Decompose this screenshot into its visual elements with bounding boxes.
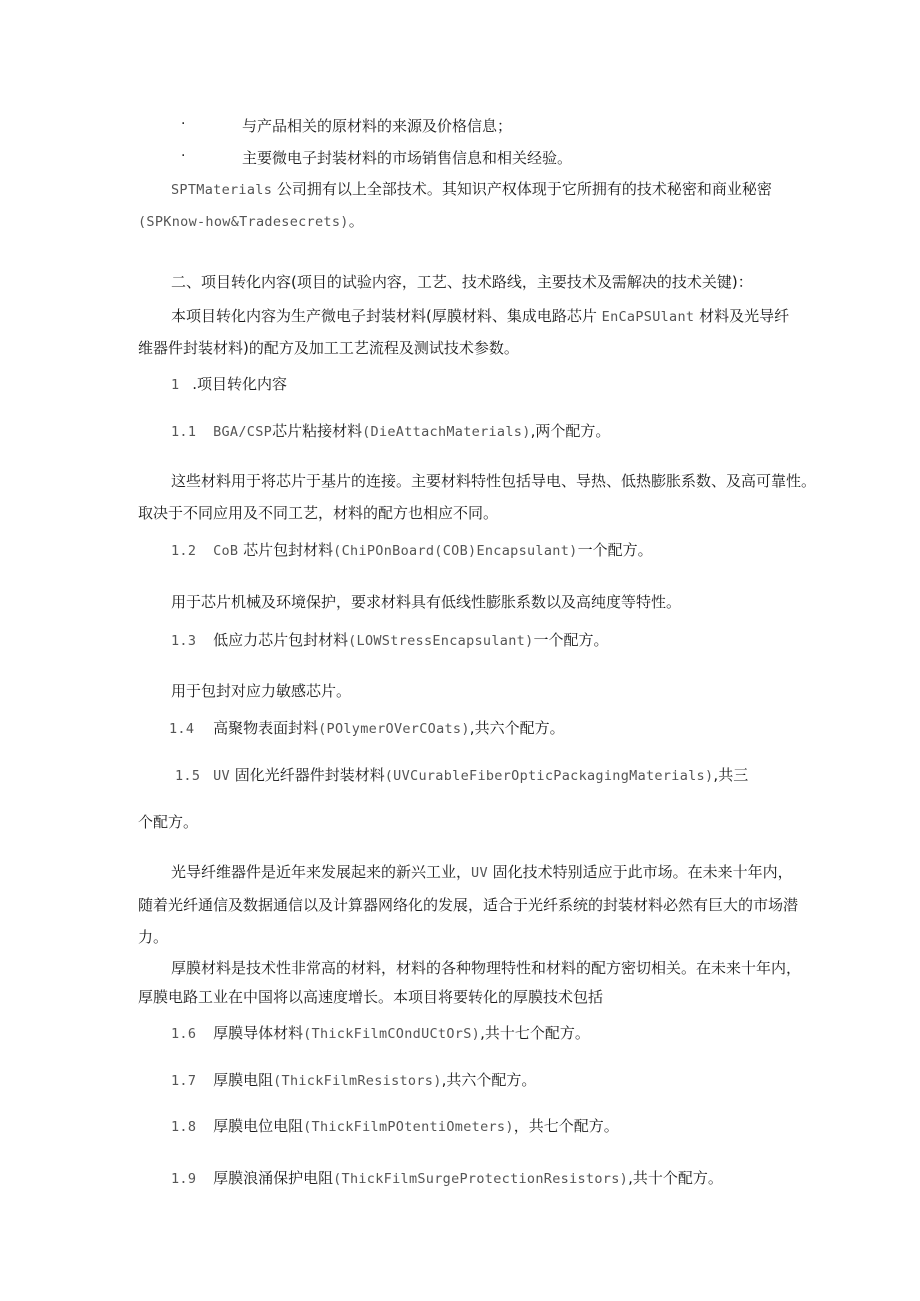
item-title: 低应力芯片包封材料 (213, 631, 349, 649)
item-english: (ThickFilmPOtentiOmeters) (303, 1119, 514, 1135)
para-1-5-line-1 (171, 862, 793, 883)
bullet-item: 与产品相关的原材料的来源及价格信息； (242, 117, 513, 135)
para-text: 固化技术特别适应于此市场。在未来十年内， (492, 863, 793, 881)
company-name: SPTMaterials (171, 182, 273, 198)
item-mono: BGA/CSP (213, 424, 273, 440)
item-1-9 (171, 1168, 723, 1189)
item-number: 1.5 (175, 768, 201, 784)
item-tail: ,共六个配方。 (469, 719, 565, 737)
item-1-1 (171, 421, 610, 442)
item-number: 1.4 (169, 721, 195, 737)
section-heading: 二、项目转化内容(项目的试验内容，工艺、技术路线，主要技术及需解决的技术关键)： (171, 273, 753, 291)
intro-line-2 (138, 211, 364, 232)
item-tail: ,共六个配方。 (441, 1071, 537, 1089)
section-para-line-2: 维器件封装材料)的配方及加工工艺流程及测试技术参数。 (138, 339, 519, 357)
item-tail: ,共十个配方。 (628, 1169, 723, 1187)
item-number: 1.9 (171, 1171, 197, 1187)
subsection-title: .项目转化内容 (192, 375, 287, 393)
item-english: (LOWStressEncapsulant) (348, 633, 534, 649)
item-1-4 (169, 718, 565, 739)
intro-mono: (SPKnow-how&Tradesecrets) (138, 214, 349, 230)
item-number: 1.2 (171, 543, 197, 559)
para-1-6-line-1: 厚膜材料是技术性非常高的材料，材料的各种物理特性和材料的配方密切相关。在未来十年内， (171, 959, 802, 977)
item-number: 1.3 (171, 633, 197, 649)
intro-text: 公司拥有以上全部技术。其知识产权体现于它所拥有的技术秘密和商业秘密 (276, 180, 772, 198)
para-text: 本项目转化内容为生产微电子封装材料(厚膜材料、集成电路芯片 (171, 307, 597, 325)
subsection-number: 1 (171, 377, 180, 393)
item-title: 芯片包封材料 (243, 541, 334, 559)
item-title: 芯片粘接材料 (272, 422, 363, 440)
item-1-3 (171, 630, 609, 651)
para-1-6-line-2: 厚膜电路工业在中国将以高速度增长。本项目将要转化的厚膜技术包括 (138, 988, 604, 1006)
para-1-3: 用于包封对应力敏感芯片。 (171, 682, 352, 700)
para-text: 光导纤维器件是近年来发展起来的新兴工业， (171, 863, 472, 881)
item-number: 1.7 (171, 1073, 197, 1089)
section-para-line-1 (171, 306, 789, 327)
item-english: (DieAttachMaterials) (362, 424, 531, 440)
para-text: 材料及光导纤 (699, 307, 790, 325)
bullet-item: 主要微电子封装材料的市场销售信息和相关经验。 (242, 149, 573, 167)
item-title: 厚膜浪涌保护电阻 (213, 1169, 334, 1187)
item-1-5 (175, 765, 748, 786)
item-english: (POlymerOVerCOats) (318, 721, 470, 737)
item-english: (ChiPOnBoard(COB)Encapsulant) (333, 543, 578, 559)
item-english: (ThickFilmCOndUCtOrS) (303, 1026, 481, 1042)
bullet-icon: · (181, 148, 186, 164)
item-1-8 (171, 1116, 619, 1137)
subsection-heading (171, 374, 287, 395)
para-1-5-line-3: 力。 (138, 928, 169, 946)
intro-line-1 (171, 179, 772, 200)
para-1-5-line-2: 随着光纤通信及数据通信以及计算器网络化的发展，适合于光纤系统的封装材料必然有巨大的市场潜 (138, 896, 799, 914)
item-title: 高聚物表面封料 (213, 719, 319, 737)
para-mono: UV (471, 865, 488, 881)
intro-tail: 。 (348, 212, 364, 230)
item-title: 厚膜电阻 (213, 1071, 274, 1089)
item-1-2 (171, 540, 653, 561)
item-tail: 一个配方。 (533, 631, 609, 649)
item-title: 厚膜导体材料 (213, 1024, 304, 1042)
item-tail: ,两个配方。 (530, 422, 611, 440)
item-english: (UVCurableFiberOpticPackagingMaterials) (384, 768, 714, 784)
item-english: (ThickFilmResistors) (273, 1073, 442, 1089)
para-1-1-line-1: 这些材料用于将芯片于基片的连接。主要材料特性包括导电、导热、低热膨胀系数、及高可靠性。 (171, 472, 817, 490)
item-tail: ,共三 (713, 766, 749, 784)
para-1-1-line-2: 取决于不同应用及不同工艺，材料的配方也相应不同。 (138, 504, 499, 522)
item-mono: CoB (213, 543, 239, 559)
item-number: 1.6 (171, 1026, 197, 1042)
item-english: (ThickFilmSurgeProtectionResistors) (333, 1171, 629, 1187)
item-title: 厚膜电位电阻 (213, 1117, 304, 1135)
item-1-6 (171, 1023, 590, 1044)
item-tail: ,共十七个配方。 (480, 1024, 590, 1042)
para-mono: EnCaPSUlant (601, 309, 695, 325)
item-tail: ，共七个配方。 (513, 1117, 619, 1135)
item-title: 固化光纤器件封装材料 (234, 766, 385, 784)
item-mono: UV (213, 768, 230, 784)
para-1-2: 用于芯片机械及环境保护，要求材料具有低线性膨胀系数以及高纯度等特性。 (171, 593, 682, 611)
item-number: 1.8 (171, 1119, 197, 1135)
item-number: 1.1 (171, 424, 197, 440)
item-1-7 (171, 1070, 536, 1091)
item-1-5-cont: 个配方。 (138, 813, 199, 831)
item-tail: 一个配方。 (577, 541, 653, 559)
bullet-icon: · (181, 116, 186, 132)
